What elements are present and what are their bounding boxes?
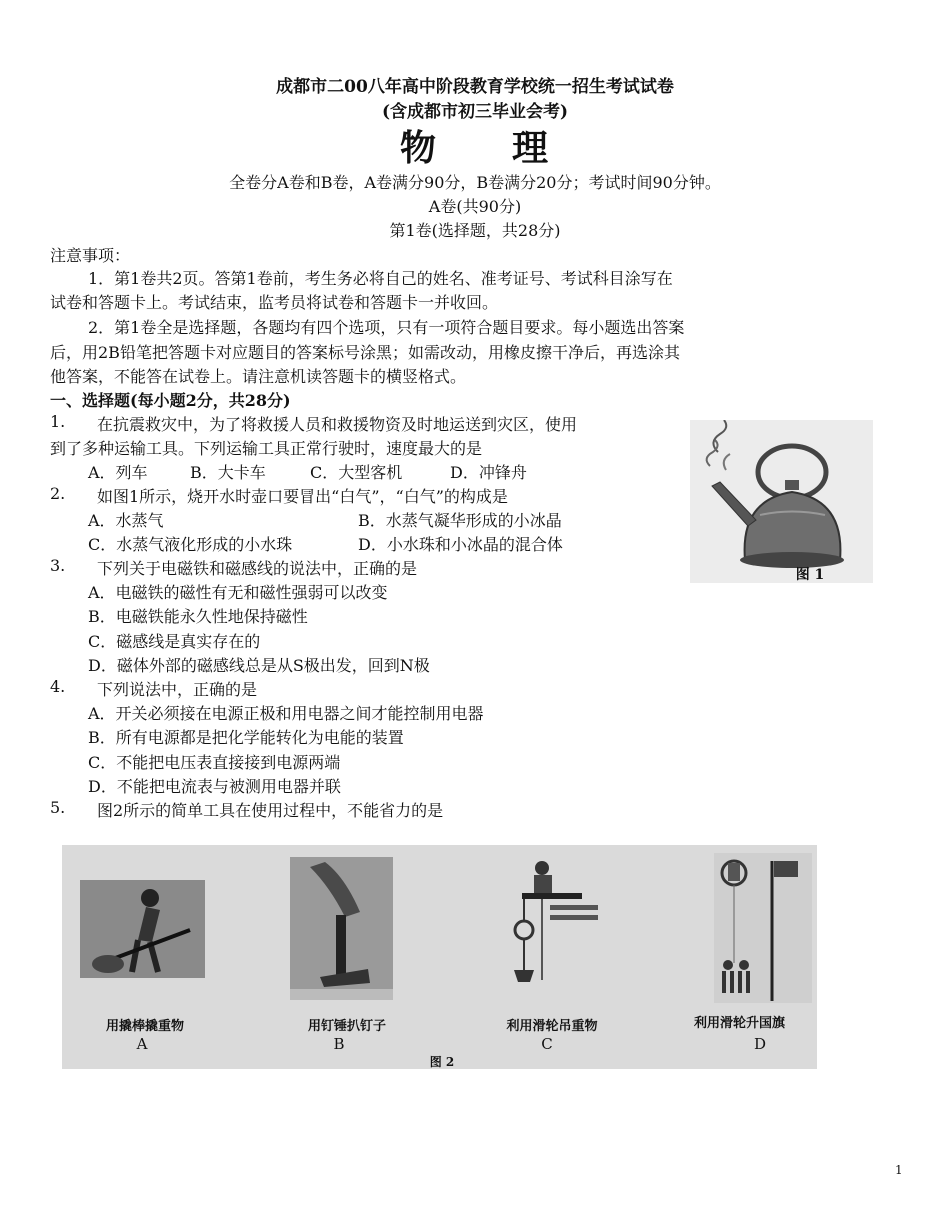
notes-heading: 注意事项： <box>50 246 131 265</box>
q2-option-b: B．水蒸气凝华形成的小冰晶 <box>358 511 562 530</box>
q2-option-c: C．水蒸气液化形成的小水珠 <box>88 535 293 554</box>
q5-stem: 图2所示的简单工具在使用过程中，不能省力的是 <box>97 801 444 820</box>
figure2-b-letter: B <box>333 1035 345 1053</box>
q1-stem-line1: 在抗震救灾中，为了将救援人员和救援物资及时地运送到灾区，使用 <box>97 415 578 434</box>
figure2-b-caption: 用钉锤扒钉子 <box>307 1019 386 1034</box>
q4-option-a: A．开关必须接在电源正极和用电器之间才能控制用电器 <box>88 704 484 723</box>
q3-option-c: C．磁感线是真实存在的 <box>88 632 261 651</box>
figure2-d-letter: D <box>753 1035 767 1053</box>
figure2-d-caption: 利用滑轮升国旗 <box>693 1016 785 1031</box>
q4-number: 4. <box>50 677 66 696</box>
q1-option-a: A．列车 <box>88 463 148 482</box>
q4-option-c: C．不能把电压表直接接到电源两端 <box>88 753 341 772</box>
part1-label: 第1卷(选择题，共28分) <box>389 221 561 240</box>
q4-option-d: D．不能把电流表与被测用电器并联 <box>88 777 341 796</box>
q4-option-b: B．所有电源都是把化学能转化为电能的装置 <box>88 728 404 747</box>
q3-stem: 下列关于电磁铁和磁感线的说法中，正确的是 <box>97 559 418 578</box>
a-volume-label: A卷(共90分) <box>428 197 522 216</box>
figure2-b-image <box>290 857 393 1000</box>
figure2-c-image <box>502 860 607 1000</box>
figure2-d-image <box>714 853 812 1003</box>
note2-line3: 他答案，不能答在试卷上。请注意机读答题卡的横竖格式。 <box>50 367 467 386</box>
q2-option-a: A．水蒸气 <box>88 511 164 530</box>
exam-title-line2: (含成都市初三毕业会考) <box>381 102 569 122</box>
note1-line2: 试卷和答题卡上。考试结束，监考员将试卷和答题卡一并收回。 <box>50 293 499 312</box>
q2-number: 2. <box>50 484 66 503</box>
q3-option-a: A．电磁铁的磁性有无和磁性强弱可以改变 <box>88 583 388 602</box>
figure2-a-letter: A <box>136 1035 148 1053</box>
q4-stem: 下列说法中，正确的是 <box>97 680 258 699</box>
exam-info: 全卷分A卷和B卷，A卷满分90分，B卷满分20分；考试时间90分钟。 <box>229 173 721 192</box>
figure2-panel <box>62 845 817 1069</box>
section1-heading: 一、选择题(每小题2分，共28分) <box>50 391 291 410</box>
claw-hammer-illustration <box>290 857 393 1000</box>
figure2-a-image <box>80 880 205 978</box>
subject-char-2: 理 <box>512 127 549 169</box>
q1-option-b: B．大卡车 <box>190 463 266 482</box>
q2-stem: 如图1所示，烧开水时壶口要冒出“白气”，“白气”的构成是 <box>97 487 508 506</box>
page-number: 1 <box>895 1163 903 1177</box>
q1-number: 1. <box>50 412 66 431</box>
flag-pulley-illustration <box>714 853 812 1003</box>
q3-option-b: B．电磁铁能永久性地保持磁性 <box>88 607 308 626</box>
q1-option-d: D．冲锋舟 <box>450 463 527 482</box>
note1-line1: 1．第1卷共2页。答第1卷前，考生务必将自己的姓名、准考证号、考试科目涂写在 <box>88 269 673 288</box>
figure1-kettle <box>690 420 873 583</box>
crowbar-illustration <box>80 880 205 978</box>
figure2-c-letter: C <box>541 1035 553 1053</box>
figure2-c-caption: 利用滑轮吊重物 <box>506 1019 598 1034</box>
q1-stem-line2: 到了多种运输工具。下列运输工具正常行驶时，速度最大的是 <box>50 439 483 458</box>
q1-option-c: C．大型客机 <box>310 463 403 482</box>
pulley-lift-illustration <box>502 860 607 1000</box>
q2-option-d: D．小水珠和小冰晶的混合体 <box>358 535 563 554</box>
figure2-a-caption: 用撬棒撬重物 <box>105 1019 184 1034</box>
q3-option-d: D．磁体外部的磁感线总是从S极出发，回到N极 <box>88 656 430 675</box>
note2-line2: 后，用2B铅笔把答题卡对应题目的答案标号涂黑；如需改动，用橡皮擦干净后，再选涂其 <box>50 343 680 362</box>
figure1-label: 图 1 <box>795 567 825 583</box>
q5-number: 5. <box>50 798 66 817</box>
subject-char-1: 物 <box>400 127 437 169</box>
exam-title-line1: 成都市二00八年高中阶段教育学校统一招生考试试卷 <box>276 77 674 97</box>
kettle-illustration <box>690 420 873 583</box>
figure2-label: 图 2 <box>429 1055 455 1069</box>
q3-number: 3. <box>50 556 66 575</box>
note2-line1: 2．第1卷全是选择题，各题均有四个选项，只有一项符合题目要求。每小题选出答案 <box>88 318 685 337</box>
